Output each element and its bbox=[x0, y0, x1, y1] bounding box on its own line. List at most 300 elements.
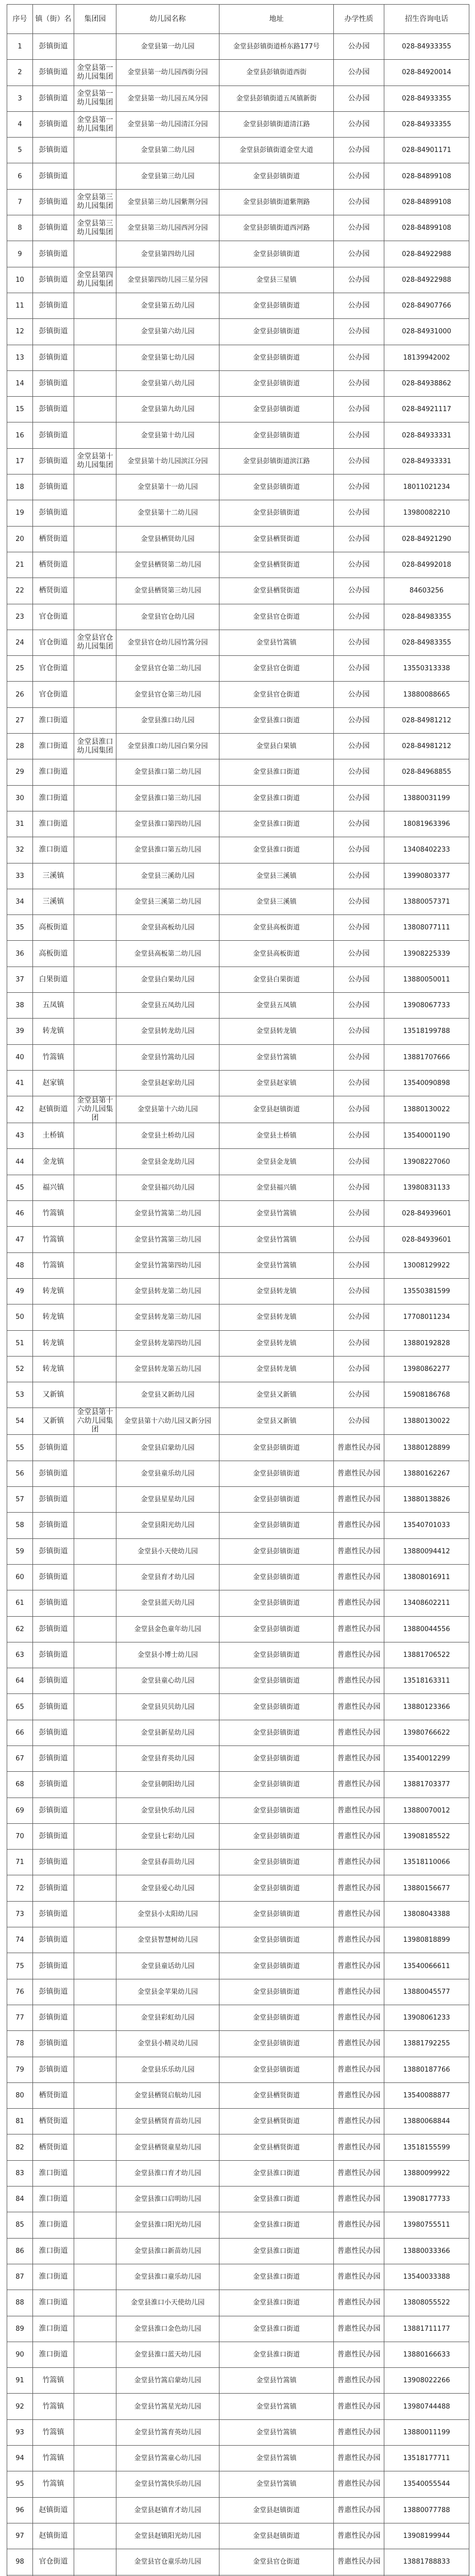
cell-name: 金堂县第十六幼儿园 bbox=[116, 1096, 219, 1123]
cell-address: 金堂县彭镇街道金堂大道 bbox=[219, 138, 334, 163]
cell-town: 三溪镇 bbox=[33, 863, 74, 889]
table-row bbox=[7, 1953, 469, 1979]
cell-type: 普惠性民办园 bbox=[334, 1823, 384, 1849]
cell-seq: 48 bbox=[7, 1252, 33, 1278]
table-row bbox=[7, 811, 469, 837]
cell-town: 栖贤街道 bbox=[33, 526, 74, 552]
cell-seq: 27 bbox=[7, 707, 33, 733]
cell-type: 公办园 bbox=[334, 1227, 384, 1252]
cell-phone: 13990803377 bbox=[384, 863, 469, 889]
cell-name: 金堂县三溪幼儿园 bbox=[116, 863, 219, 889]
cell-phone: 13518177711 bbox=[384, 2446, 469, 2471]
cell-name: 金堂县第八幼儿园 bbox=[116, 370, 219, 396]
cell-phone: 13550313338 bbox=[384, 656, 469, 682]
cell-name: 金堂县栖贤育苗幼儿园 bbox=[116, 2109, 219, 2134]
table-row bbox=[7, 707, 469, 733]
cell-name: 金堂县转龙第三幼儿园 bbox=[116, 1304, 219, 1330]
table-row bbox=[7, 552, 469, 578]
cell-address: 金堂县彭镇街道 bbox=[219, 422, 334, 448]
table-row bbox=[7, 1875, 469, 1901]
cell-type: 公办园 bbox=[334, 682, 384, 707]
cell-group bbox=[74, 1304, 116, 1330]
table-row bbox=[7, 111, 469, 137]
cell-town: 淮口街道 bbox=[33, 734, 74, 759]
cell-seq: 83 bbox=[7, 2160, 33, 2186]
cell-address: 金堂县彭镇街道 bbox=[219, 1616, 334, 1642]
cell-phone: 13880070012 bbox=[384, 1798, 469, 1823]
cell-address: 金堂县淮口街道 bbox=[219, 759, 334, 785]
cell-type: 公办园 bbox=[334, 1304, 384, 1330]
cell-address: 金堂县三溪镇 bbox=[219, 889, 334, 914]
cell-seq: 34 bbox=[7, 889, 33, 914]
cell-type: 公办园 bbox=[334, 319, 384, 345]
table-row bbox=[7, 1227, 469, 1252]
cell-seq: 70 bbox=[7, 1823, 33, 1849]
cell-name: 金堂县淮口阳光幼儿园 bbox=[116, 2212, 219, 2238]
cell-town: 赵镇街道 bbox=[33, 2523, 74, 2549]
cell-name: 金堂县淮口第二幼儿园 bbox=[116, 759, 219, 785]
cell-address: 金堂县赵镇街道 bbox=[219, 2497, 334, 2523]
cell-seq: 41 bbox=[7, 1070, 33, 1096]
cell-town: 彭镇街道 bbox=[33, 1875, 74, 1901]
cell-type: 普惠性民办园 bbox=[334, 2031, 384, 2057]
cell-address: 金堂县彭镇街道 bbox=[219, 2005, 334, 2030]
cell-phone: 13540090898 bbox=[384, 1070, 469, 1096]
cell-seq: 51 bbox=[7, 1330, 33, 1356]
cell-group bbox=[74, 370, 116, 396]
cell-name: 金堂县官仓第三幼儿园 bbox=[116, 682, 219, 707]
cell-phone: 13880128899 bbox=[384, 1435, 469, 1461]
cell-phone: 18011021234 bbox=[384, 474, 469, 500]
cell-type: 普惠性民办园 bbox=[334, 1642, 384, 1668]
cell-phone: 028-84933331 bbox=[384, 448, 469, 474]
cell-seq: 72 bbox=[7, 1875, 33, 1901]
cell-seq: 94 bbox=[7, 2446, 33, 2471]
cell-town: 彭镇街道 bbox=[33, 189, 74, 215]
cell-group bbox=[74, 1070, 116, 1096]
table-row bbox=[7, 397, 469, 422]
cell-type: 公办园 bbox=[334, 967, 384, 992]
table-row bbox=[7, 1044, 469, 1070]
cell-seq: 30 bbox=[7, 785, 33, 811]
cell-name: 金堂县第十幼儿园滨江分园 bbox=[116, 448, 219, 474]
cell-phone: 028-84968855 bbox=[384, 759, 469, 785]
cell-town: 彭镇街道 bbox=[33, 163, 74, 189]
cell-name: 金堂县五凤幼儿园 bbox=[116, 992, 219, 1018]
cell-type: 公办园 bbox=[334, 448, 384, 474]
cell-address: 金堂县赵镇街道 bbox=[219, 2523, 334, 2549]
table-header-row bbox=[7, 5, 469, 34]
cell-group bbox=[74, 1616, 116, 1642]
cell-group bbox=[74, 707, 116, 733]
cell-group bbox=[74, 552, 116, 578]
cell-seq: 15 bbox=[7, 397, 33, 422]
cell-phone: 028-84933355 bbox=[384, 86, 469, 111]
cell-name: 金堂县春苗幼儿园 bbox=[116, 1850, 219, 1875]
cell-type: 普惠性民办园 bbox=[334, 2187, 384, 2212]
cell-address: 金堂县又新镇 bbox=[219, 1408, 334, 1435]
cell-seq: 88 bbox=[7, 2290, 33, 2316]
cell-group bbox=[74, 526, 116, 552]
cell-town: 淮口街道 bbox=[33, 707, 74, 733]
table-row bbox=[7, 319, 469, 345]
cell-group bbox=[74, 1979, 116, 2005]
table-row bbox=[7, 1979, 469, 2005]
cell-town: 竹篙镇 bbox=[33, 2419, 74, 2445]
cell-seq: 16 bbox=[7, 422, 33, 448]
table-row bbox=[7, 526, 469, 552]
cell-town: 土桥镇 bbox=[33, 1123, 74, 1149]
cell-phone: 13518163311 bbox=[384, 1668, 469, 1694]
cell-address: 金堂县又新镇 bbox=[219, 1382, 334, 1408]
cell-seq: 12 bbox=[7, 319, 33, 345]
cell-name: 金堂县第二幼儿园 bbox=[116, 138, 219, 163]
cell-name: 金堂县淮口新苗幼儿园 bbox=[116, 2238, 219, 2264]
cell-name: 金堂县金色童年幼儿园 bbox=[116, 1616, 219, 1642]
cell-name: 金堂县淮口育才幼儿园 bbox=[116, 2160, 219, 2186]
cell-town: 转龙镇 bbox=[33, 1278, 74, 1304]
cell-group bbox=[74, 397, 116, 422]
cell-type: 公办园 bbox=[334, 267, 384, 293]
cell-town: 彭镇街道 bbox=[33, 1772, 74, 1798]
cell-seq: 3 bbox=[7, 86, 33, 111]
cell-name: 金堂县第一幼儿园五凤分园 bbox=[116, 86, 219, 111]
cell-address: 金堂县三星镇 bbox=[219, 267, 334, 293]
table-row bbox=[7, 863, 469, 889]
table-row bbox=[7, 682, 469, 707]
cell-phone: 13908177733 bbox=[384, 2187, 469, 2212]
cell-seq: 35 bbox=[7, 915, 33, 941]
cell-address: 金堂县彭镇街道 bbox=[219, 1850, 334, 1875]
cell-seq: 61 bbox=[7, 1590, 33, 1616]
cell-seq: 11 bbox=[7, 293, 33, 318]
table-row bbox=[7, 422, 469, 448]
cell-phone: 13540033388 bbox=[384, 2264, 469, 2290]
cell-town: 竹篙镇 bbox=[33, 2446, 74, 2471]
cell-address: 金堂县竹篙镇 bbox=[219, 1044, 334, 1070]
cell-town: 彭镇街道 bbox=[33, 345, 74, 370]
cell-address: 金堂县彭镇街道 bbox=[219, 293, 334, 318]
cell-seq: 77 bbox=[7, 2005, 33, 2030]
cell-address: 金堂县转龙镇 bbox=[219, 1019, 334, 1044]
cell-address: 金堂县彭镇街道 bbox=[219, 1694, 334, 1720]
cell-phone: 028-84899108 bbox=[384, 215, 469, 241]
cell-name: 金堂县爱心幼儿园 bbox=[116, 1875, 219, 1901]
cell-address: 金堂县彭镇街道 bbox=[219, 1927, 334, 1953]
cell-name: 金堂县淮口金色幼儿园 bbox=[116, 2316, 219, 2342]
table-row bbox=[7, 2394, 469, 2419]
cell-type: 公办园 bbox=[334, 215, 384, 241]
table-row bbox=[7, 2134, 469, 2160]
cell-group: 金堂县第十六幼儿园集团 bbox=[74, 1408, 116, 1435]
cell-seq: 22 bbox=[7, 578, 33, 604]
cell-town: 彭镇街道 bbox=[33, 86, 74, 111]
cell-address: 金堂县栖贤街道 bbox=[219, 552, 334, 578]
cell-address: 金堂县彭镇街道 bbox=[219, 500, 334, 526]
cell-name: 金堂县育英幼儿园 bbox=[116, 1746, 219, 1772]
cell-phone: 13908022266 bbox=[384, 2368, 469, 2394]
cell-town: 彭镇街道 bbox=[33, 500, 74, 526]
cell-seq: 68 bbox=[7, 1772, 33, 1798]
cell-name: 金堂县小太阳幼儿园 bbox=[116, 1901, 219, 1927]
cell-seq: 43 bbox=[7, 1123, 33, 1149]
cell-group bbox=[74, 2497, 116, 2523]
cell-type: 普惠性民办园 bbox=[334, 1798, 384, 1823]
table-row bbox=[7, 1487, 469, 1513]
cell-seq: 23 bbox=[7, 604, 33, 630]
cell-phone: 84603256 bbox=[384, 578, 469, 604]
cell-name: 金堂县第四幼儿园三星分园 bbox=[116, 267, 219, 293]
cell-name: 金堂县高板第二幼儿园 bbox=[116, 941, 219, 967]
cell-seq: 46 bbox=[7, 1201, 33, 1227]
cell-town: 彭镇街道 bbox=[33, 1823, 74, 1849]
cell-group bbox=[74, 1513, 116, 1538]
cell-seq: 17 bbox=[7, 448, 33, 474]
cell-group bbox=[74, 319, 116, 345]
table-row bbox=[7, 2523, 469, 2549]
cell-address: 金堂县彭镇街道 bbox=[219, 1720, 334, 1745]
table-row bbox=[7, 785, 469, 811]
cell-type: 公办园 bbox=[334, 915, 384, 941]
cell-town: 彭镇街道 bbox=[33, 1616, 74, 1642]
cell-address: 金堂县官仓街道 bbox=[219, 2549, 334, 2575]
cell-phone: 13881707666 bbox=[384, 1044, 469, 1070]
cell-type: 公办园 bbox=[334, 293, 384, 318]
cell-group bbox=[74, 1850, 116, 1875]
cell-phone: 13980862277 bbox=[384, 1356, 469, 1382]
cell-type: 公办园 bbox=[334, 241, 384, 267]
cell-name: 金堂县淮口第三幼儿园 bbox=[116, 785, 219, 811]
cell-type: 普惠性民办园 bbox=[334, 1435, 384, 1461]
cell-seq: 45 bbox=[7, 1175, 33, 1200]
cell-group bbox=[74, 345, 116, 370]
cell-name: 金堂县淮口第五幼儿园 bbox=[116, 837, 219, 863]
cell-name: 金堂县竹篙童心幼儿园 bbox=[116, 2446, 219, 2471]
table-row bbox=[7, 2316, 469, 2342]
table-row bbox=[7, 2187, 469, 2212]
table-row bbox=[7, 474, 469, 500]
table-row bbox=[7, 1513, 469, 1538]
cell-type: 普惠性民办园 bbox=[334, 2160, 384, 2186]
cell-type: 公办园 bbox=[334, 34, 384, 60]
cell-phone: 028-84983355 bbox=[384, 604, 469, 630]
cell-seq: 98 bbox=[7, 2549, 33, 2575]
cell-address: 金堂县竹篙镇 bbox=[219, 2394, 334, 2419]
cell-town: 高板街道 bbox=[33, 915, 74, 941]
cell-seq: 50 bbox=[7, 1304, 33, 1330]
cell-name: 金堂县竹篙第四幼儿园 bbox=[116, 1252, 219, 1278]
cell-seq: 55 bbox=[7, 1435, 33, 1461]
cell-type: 公办园 bbox=[334, 759, 384, 785]
cell-town: 又新镇 bbox=[33, 1382, 74, 1408]
cell-name: 金堂县官仓幼儿园 bbox=[116, 604, 219, 630]
table-row bbox=[7, 1408, 469, 1435]
cell-group bbox=[74, 759, 116, 785]
table-row bbox=[7, 1278, 469, 1304]
cell-town: 淮口街道 bbox=[33, 785, 74, 811]
table-row bbox=[7, 1798, 469, 1823]
table-row bbox=[7, 1564, 469, 1590]
cell-name: 金堂县转龙第五幼儿园 bbox=[116, 1356, 219, 1382]
cell-group: 金堂县第十幼儿园集团 bbox=[74, 448, 116, 474]
table-row bbox=[7, 1772, 469, 1798]
cell-town: 栖贤街道 bbox=[33, 552, 74, 578]
cell-town: 官仓街道 bbox=[33, 682, 74, 707]
table-row bbox=[7, 1123, 469, 1149]
cell-name: 金堂县淮口小天使幼儿园 bbox=[116, 2290, 219, 2316]
cell-type: 公办园 bbox=[334, 1330, 384, 1356]
cell-town: 赵家镇 bbox=[33, 1070, 74, 1096]
table-row bbox=[7, 2290, 469, 2316]
cell-group bbox=[74, 682, 116, 707]
cell-seq: 1 bbox=[7, 34, 33, 60]
cell-phone: 13540088877 bbox=[384, 2082, 469, 2108]
cell-phone: 028-84921117 bbox=[384, 397, 469, 422]
cell-type: 公办园 bbox=[334, 189, 384, 215]
cell-seq: 66 bbox=[7, 1720, 33, 1745]
cell-seq: 36 bbox=[7, 941, 33, 967]
cell-name: 金堂县星星幼儿园 bbox=[116, 1487, 219, 1513]
cell-group bbox=[74, 863, 116, 889]
cell-name: 金堂县栖贤幼儿园 bbox=[116, 526, 219, 552]
cell-town: 竹篙镇 bbox=[33, 2471, 74, 2497]
cell-seq: 39 bbox=[7, 1019, 33, 1044]
cell-group bbox=[74, 2212, 116, 2238]
cell-town: 彭镇街道 bbox=[33, 1461, 74, 1486]
cell-type: 普惠性民办园 bbox=[334, 2082, 384, 2108]
cell-address: 金堂县彭镇街道 bbox=[219, 1953, 334, 1979]
cell-seq: 58 bbox=[7, 1513, 33, 1538]
cell-group bbox=[74, 1590, 116, 1616]
cell-town: 彭镇街道 bbox=[33, 1668, 74, 1694]
cell-seq: 67 bbox=[7, 1746, 33, 1772]
table-row bbox=[7, 86, 469, 111]
cell-phone: 13540055544 bbox=[384, 2471, 469, 2497]
cell-type: 普惠性民办园 bbox=[334, 2109, 384, 2134]
cell-town: 转龙镇 bbox=[33, 1304, 74, 1330]
cell-seq: 4 bbox=[7, 111, 33, 137]
cell-phone: 13881788833 bbox=[384, 2549, 469, 2575]
cell-group bbox=[74, 163, 116, 189]
table-row bbox=[7, 2005, 469, 2030]
cell-type: 公办园 bbox=[334, 1175, 384, 1200]
header-name: 幼儿园名称 bbox=[116, 5, 219, 34]
cell-seq: 79 bbox=[7, 2057, 33, 2082]
cell-town: 彭镇街道 bbox=[33, 2005, 74, 2030]
cell-address: 金堂县彭镇街道 bbox=[219, 1823, 334, 1849]
cell-town: 彭镇街道 bbox=[33, 1435, 74, 1461]
cell-name: 金堂县第三幼儿园西河分园 bbox=[116, 215, 219, 241]
cell-address: 金堂县彭镇街道桥东路177号 bbox=[219, 34, 334, 60]
cell-address: 金堂县彭镇街道 bbox=[219, 474, 334, 500]
cell-address: 金堂县彭镇街道 bbox=[219, 1668, 334, 1694]
cell-type: 普惠性民办园 bbox=[334, 2316, 384, 2342]
cell-town: 淮口街道 bbox=[33, 2264, 74, 2290]
cell-address: 金堂县彭镇街道 bbox=[219, 1435, 334, 1461]
cell-town: 彭镇街道 bbox=[33, 1901, 74, 1927]
table-row bbox=[7, 967, 469, 992]
table-body bbox=[7, 34, 469, 2576]
cell-name: 金堂县第十六幼儿园又新分园 bbox=[116, 1408, 219, 1435]
cell-phone: 13880130022 bbox=[384, 1096, 469, 1123]
cell-name: 金堂县育才幼儿园 bbox=[116, 1564, 219, 1590]
cell-name: 金堂县小天使幼儿园 bbox=[116, 1538, 219, 1564]
cell-type: 普惠性民办园 bbox=[334, 2497, 384, 2523]
cell-group bbox=[74, 1720, 116, 1745]
cell-town: 彭镇街道 bbox=[33, 34, 74, 60]
cell-group bbox=[74, 1278, 116, 1304]
cell-address: 金堂县彭镇街道五凤镇新街 bbox=[219, 86, 334, 111]
cell-group bbox=[74, 1823, 116, 1849]
cell-seq: 59 bbox=[7, 1538, 33, 1564]
cell-type: 公办园 bbox=[334, 1149, 384, 1175]
cell-phone: 17708011234 bbox=[384, 1304, 469, 1330]
cell-group: 金堂县官仓幼儿园集团 bbox=[74, 630, 116, 655]
cell-name: 金堂县童乐幼儿园 bbox=[116, 1461, 219, 1486]
cell-address: 金堂县淮口街道 bbox=[219, 2290, 334, 2316]
cell-town: 淮口街道 bbox=[33, 2290, 74, 2316]
cell-group bbox=[74, 2290, 116, 2316]
cell-group bbox=[74, 2394, 116, 2419]
cell-town: 又新镇 bbox=[33, 1408, 74, 1435]
cell-town: 竹篙镇 bbox=[33, 1227, 74, 1252]
cell-address: 金堂县竹篙镇 bbox=[219, 1201, 334, 1227]
cell-phone: 13540001190 bbox=[384, 1123, 469, 1149]
cell-seq: 21 bbox=[7, 552, 33, 578]
cell-town: 彭镇街道 bbox=[33, 267, 74, 293]
cell-phone: 13880094412 bbox=[384, 1538, 469, 1564]
cell-phone: 028-84899108 bbox=[384, 163, 469, 189]
cell-type: 普惠性民办园 bbox=[334, 2523, 384, 2549]
cell-phone: 13880068844 bbox=[384, 2109, 469, 2134]
cell-group bbox=[74, 500, 116, 526]
cell-name: 金堂县蓝天幼儿园 bbox=[116, 1590, 219, 1616]
cell-name: 金堂县竹篙育英幼儿园 bbox=[116, 2419, 219, 2445]
cell-phone: 028-84907766 bbox=[384, 293, 469, 318]
cell-town: 彭镇街道 bbox=[33, 1487, 74, 1513]
cell-name: 金堂县三溪第二幼儿园 bbox=[116, 889, 219, 914]
cell-seq: 18 bbox=[7, 474, 33, 500]
cell-address: 金堂县竹篙镇 bbox=[219, 1252, 334, 1278]
cell-group bbox=[74, 941, 116, 967]
cell-type: 普惠性民办园 bbox=[334, 1564, 384, 1590]
table-row bbox=[7, 1668, 469, 1694]
cell-phone: 13808016911 bbox=[384, 1564, 469, 1590]
cell-group bbox=[74, 34, 116, 60]
cell-address: 金堂县土桥镇 bbox=[219, 1123, 334, 1149]
cell-seq: 69 bbox=[7, 1798, 33, 1823]
cell-phone: 13980766622 bbox=[384, 1720, 469, 1745]
cell-group: 金堂县第三幼儿园集团 bbox=[74, 215, 116, 241]
cell-phone: 18081963396 bbox=[384, 811, 469, 837]
cell-name: 金堂县官仓童乐幼儿园 bbox=[116, 2549, 219, 2575]
cell-type: 公办园 bbox=[334, 1382, 384, 1408]
cell-phone: 13408402233 bbox=[384, 837, 469, 863]
cell-seq: 20 bbox=[7, 526, 33, 552]
cell-address: 金堂县彭镇街道 bbox=[219, 1564, 334, 1590]
cell-address: 金堂县彭镇街道 bbox=[219, 163, 334, 189]
table-row bbox=[7, 60, 469, 86]
cell-town: 彭镇街道 bbox=[33, 1513, 74, 1538]
cell-address: 金堂县转龙镇 bbox=[219, 1356, 334, 1382]
cell-type: 公办园 bbox=[334, 707, 384, 733]
cell-address: 金堂县金龙镇 bbox=[219, 1149, 334, 1175]
cell-name: 金堂县竹篙第二幼儿园 bbox=[116, 1201, 219, 1227]
cell-name: 金堂县小博士幼儿园 bbox=[116, 1642, 219, 1668]
table-row bbox=[7, 1927, 469, 1953]
cell-name: 金堂县第四幼儿园 bbox=[116, 241, 219, 267]
cell-name: 金堂县栖贤第二幼儿园 bbox=[116, 552, 219, 578]
